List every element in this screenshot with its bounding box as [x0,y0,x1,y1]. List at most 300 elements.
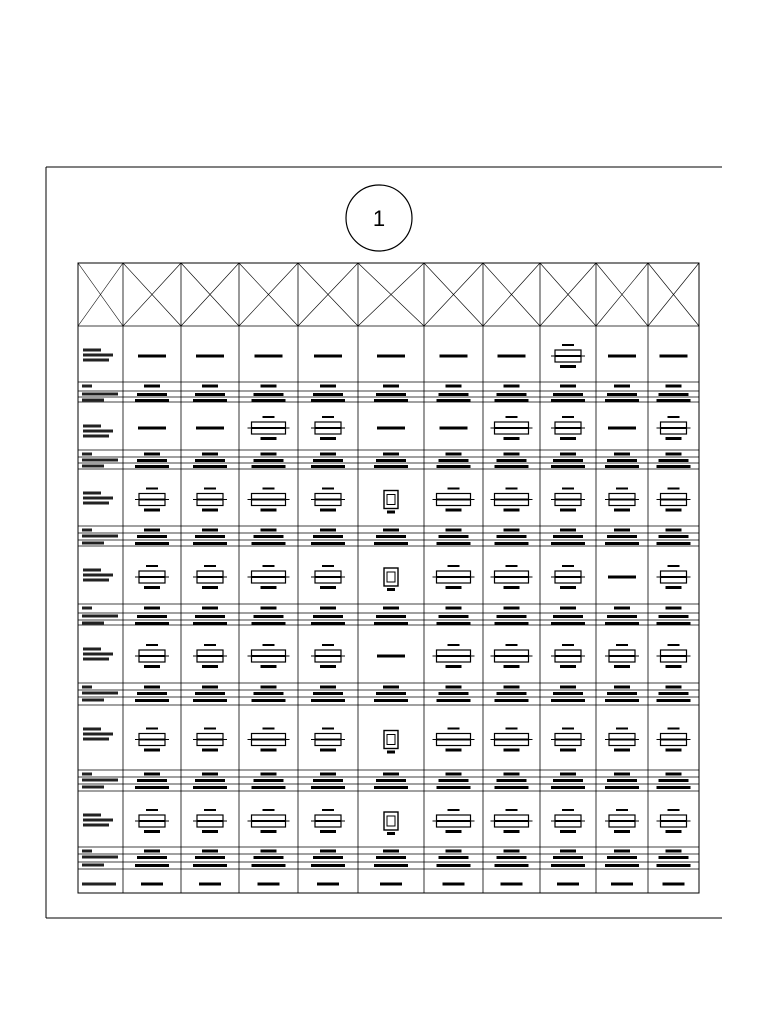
dimension-glyph [506,728,518,730]
dimension-glyph [666,830,682,833]
text-mark [553,779,583,782]
text-mark [311,399,345,402]
beam-rebar-glyph [315,739,341,741]
label-mark [82,465,104,468]
text-mark [376,615,406,618]
text-mark [313,779,343,782]
text-mark [437,542,471,545]
dimension-glyph [448,565,460,567]
text-mark [607,779,637,782]
text-mark [607,856,637,859]
dimension-glyph [560,586,576,589]
text-mark [311,465,345,468]
text-mark [374,465,408,468]
text-mark [261,453,277,456]
text-mark [193,542,227,545]
text-mark [137,615,167,618]
text-mark [383,686,399,689]
text-mark [135,465,169,468]
text-mark [607,393,637,396]
text-mark [376,535,406,538]
text-mark [437,864,471,867]
text-mark [376,856,406,859]
text-mark [320,607,336,610]
dimension-glyph [320,509,336,512]
dimension-glyph [202,749,218,752]
text-mark [497,393,527,396]
dimension-glyph [668,488,680,490]
label-mark [83,653,113,656]
text-mark [144,773,160,776]
text-mark [374,864,408,867]
dimension-glyph [320,586,336,589]
dimension-glyph [204,644,216,646]
dimension-glyph [614,509,630,512]
text-mark [380,883,402,886]
dimension-glyph [320,665,336,668]
dimension-glyph [387,751,395,754]
dimension-glyph [202,665,218,668]
text-mark [437,622,471,625]
label-mark [82,686,92,689]
beam-rebar-glyph [555,499,581,501]
text-mark [437,465,471,468]
beam-rebar-glyph [661,739,687,741]
text-mark [254,615,284,618]
text-mark [495,465,529,468]
text-mark [320,850,336,853]
label-mark [82,699,104,702]
text-mark [252,699,286,702]
beam-rebar-glyph [197,739,223,741]
text-mark [504,850,520,853]
dimension-glyph [448,809,460,811]
text-mark [202,453,218,456]
beam-rebar-glyph [252,655,286,657]
dimension-glyph [506,809,518,811]
dimension-glyph [448,728,460,730]
label-mark [82,856,118,859]
dimension-glyph [668,728,680,730]
text-mark [495,699,529,702]
text-mark [320,529,336,532]
text-mark [439,615,469,618]
text-mark [195,692,225,695]
text-mark [666,607,682,610]
text-mark [608,355,636,358]
beam-rebar-glyph [437,499,471,501]
beam-rebar-glyph [495,655,529,657]
dimension-glyph [616,644,628,646]
beam-rebar-glyph [315,427,341,429]
dimension-glyph [562,488,574,490]
text-mark [666,385,682,388]
dimension-glyph [506,644,518,646]
text-mark [504,453,520,456]
text-mark [138,427,166,430]
text-mark [254,779,284,782]
label-mark [83,819,113,822]
dimension-glyph [146,644,158,646]
dimension-glyph [263,809,275,811]
text-mark [261,607,277,610]
label-mark [82,535,118,538]
column-core-glyph [387,495,395,505]
beam-rebar-glyph [437,820,471,822]
text-mark [446,607,462,610]
text-mark [195,615,225,618]
text-mark [437,399,471,402]
dimension-glyph [263,416,275,418]
dimension-glyph [322,416,334,418]
text-mark [311,786,345,789]
beam-rebar-glyph [437,576,471,578]
dimension-glyph [204,809,216,811]
text-mark [557,883,579,886]
text-mark [437,699,471,702]
beam-rebar-glyph [495,820,529,822]
label-mark [83,492,101,495]
text-mark [374,399,408,402]
dimension-glyph [504,437,520,440]
text-mark [608,427,636,430]
text-mark [195,459,225,462]
dimension-glyph [202,509,218,512]
label-mark [82,622,104,625]
dimension-glyph [144,586,160,589]
text-mark [144,686,160,689]
text-mark [137,393,167,396]
label-mark [83,435,109,438]
label-mark [83,658,109,661]
text-mark [504,686,520,689]
text-mark [551,542,585,545]
dimension-glyph [666,586,682,589]
dimension-glyph [261,509,277,512]
dimension-glyph [616,809,628,811]
text-mark [497,692,527,695]
text-mark [439,856,469,859]
text-mark [254,459,284,462]
text-mark [605,622,639,625]
text-mark [659,779,689,782]
column-core-glyph [387,735,395,745]
text-mark [614,773,630,776]
dimension-glyph [562,644,574,646]
text-mark [497,459,527,462]
text-mark [551,465,585,468]
dimension-glyph [562,809,574,811]
dimension-glyph [504,509,520,512]
dimension-glyph [322,565,334,567]
text-mark [495,542,529,545]
text-mark [202,529,218,532]
beam-rebar-glyph [495,739,529,741]
text-mark [254,393,284,396]
column-section-glyph [384,731,398,749]
dimension-glyph [146,488,158,490]
text-mark [663,883,685,886]
dimension-glyph [146,809,158,811]
text-mark [193,399,227,402]
text-mark [254,692,284,695]
text-mark [254,856,284,859]
text-mark [605,542,639,545]
text-mark [439,692,469,695]
label-mark [83,354,113,357]
beam-rebar-glyph [437,739,471,741]
text-mark [261,773,277,776]
text-mark [495,864,529,867]
dimension-glyph [144,749,160,752]
text-mark [135,699,169,702]
text-mark [659,459,689,462]
label-mark [82,453,92,456]
beam-rebar-glyph [139,820,165,822]
beam-rebar-glyph [252,820,286,822]
text-mark [193,699,227,702]
text-mark [144,453,160,456]
label-mark [82,529,92,532]
dimension-glyph [387,511,395,514]
text-mark [666,686,682,689]
text-mark [314,355,342,358]
text-mark [202,850,218,853]
dimension-glyph [204,728,216,730]
text-mark [504,773,520,776]
text-mark [437,786,471,789]
text-mark [261,850,277,853]
text-mark [446,385,462,388]
dimension-glyph [614,749,630,752]
beam-rebar-glyph [555,820,581,822]
text-mark [551,864,585,867]
text-mark [614,385,630,388]
text-mark [560,529,576,532]
dimension-glyph [320,830,336,833]
text-mark [311,622,345,625]
label-mark [83,733,113,736]
dimension-glyph [263,644,275,646]
text-mark [383,850,399,853]
dimension-glyph [144,509,160,512]
dimension-glyph [204,488,216,490]
text-mark [607,459,637,462]
text-mark [660,355,688,358]
text-mark [607,692,637,695]
dimension-glyph [506,488,518,490]
beam-rebar-glyph [139,576,165,578]
text-mark [261,686,277,689]
text-mark [135,786,169,789]
text-mark [135,622,169,625]
dimension-glyph [261,665,277,668]
beam-rebar-glyph [555,355,581,357]
column-section-glyph [384,568,398,586]
label-mark [83,648,101,651]
text-mark [614,453,630,456]
text-mark [376,459,406,462]
text-mark [195,779,225,782]
text-mark [657,622,691,625]
text-mark [383,453,399,456]
text-mark [311,699,345,702]
text-mark [504,607,520,610]
beam-schedule-table [78,263,699,893]
label-mark [83,502,109,505]
dimension-glyph [616,728,628,730]
beam-rebar-glyph [661,499,687,501]
text-mark [317,883,339,886]
beam-rebar-glyph [197,576,223,578]
dimension-glyph [668,565,680,567]
text-mark [446,850,462,853]
label-mark [82,607,92,610]
dimension-glyph [506,565,518,567]
dimension-glyph [560,749,576,752]
dimension-glyph [668,416,680,418]
text-mark [560,686,576,689]
text-mark [135,864,169,867]
text-mark [666,850,682,853]
text-mark [202,385,218,388]
text-mark [608,576,636,579]
text-mark [497,615,527,618]
text-mark [446,686,462,689]
text-mark [611,883,633,886]
text-mark [195,535,225,538]
label-mark [82,773,92,776]
beam-rebar-glyph [139,739,165,741]
text-mark [614,850,630,853]
dimension-glyph [261,437,277,440]
beam-rebar-glyph [495,499,529,501]
dimension-glyph [146,728,158,730]
dimension-glyph [261,586,277,589]
label-mark [83,497,113,500]
text-mark [141,883,163,886]
text-mark [551,699,585,702]
label-mark [83,824,109,827]
beam-rebar-glyph [555,655,581,657]
text-mark [446,773,462,776]
text-mark [137,692,167,695]
column-core-glyph [387,572,395,582]
drawing-number: 1 [372,206,386,231]
text-mark [551,399,585,402]
text-mark [320,385,336,388]
text-mark [252,399,286,402]
dimension-glyph [204,565,216,567]
text-mark [498,355,526,358]
text-mark [551,786,585,789]
text-mark [135,399,169,402]
dimension-glyph [506,416,518,418]
text-mark [311,864,345,867]
dimension-glyph [666,665,682,668]
beam-rebar-glyph [252,739,286,741]
label-mark [82,779,118,782]
text-mark [135,542,169,545]
text-mark [440,355,468,358]
dimension-glyph [560,437,576,440]
dimension-glyph [504,586,520,589]
text-mark [137,779,167,782]
text-mark [313,856,343,859]
dimension-glyph [322,644,334,646]
beam-rebar-glyph [495,427,529,429]
text-mark [193,864,227,867]
text-mark [440,427,468,430]
text-mark [497,535,527,538]
dimension-glyph [446,586,462,589]
text-mark [446,453,462,456]
dimension-glyph [614,665,630,668]
label-mark [82,393,118,396]
text-mark [313,692,343,695]
dimension-glyph [144,830,160,833]
beam-rebar-glyph [609,499,635,501]
text-mark [605,786,639,789]
text-mark [439,779,469,782]
text-mark [377,655,405,658]
text-mark [320,773,336,776]
text-mark [497,779,527,782]
column-section-glyph [384,491,398,509]
beam-rebar-glyph [252,427,286,429]
dimension-glyph [261,830,277,833]
text-mark [376,779,406,782]
dimension-glyph [560,830,576,833]
text-mark [374,622,408,625]
text-mark [553,393,583,396]
text-mark [252,465,286,468]
text-mark [657,699,691,702]
text-mark [144,529,160,532]
beam-rebar-glyph [252,499,286,501]
text-mark [439,535,469,538]
text-mark [252,542,286,545]
dimension-glyph [263,728,275,730]
beam-rebar-glyph [315,655,341,657]
beam-rebar-glyph [661,427,687,429]
text-mark [195,393,225,396]
text-mark [495,399,529,402]
text-mark [504,385,520,388]
dimension-glyph [448,488,460,490]
text-mark [376,692,406,695]
text-mark [666,453,682,456]
beam-rebar-glyph [555,427,581,429]
text-mark [137,459,167,462]
text-mark [202,773,218,776]
text-mark [383,607,399,610]
dimension-glyph [562,565,574,567]
text-mark [383,529,399,532]
text-mark [137,535,167,538]
text-mark [374,699,408,702]
text-mark [252,786,286,789]
beam-rebar-glyph [197,499,223,501]
dimension-glyph [263,565,275,567]
text-mark [657,542,691,545]
text-mark [196,355,224,358]
label-mark [82,399,104,402]
beam-rebar-glyph [555,739,581,741]
label-mark [83,425,101,428]
dimension-glyph [202,586,218,589]
text-mark [657,786,691,789]
